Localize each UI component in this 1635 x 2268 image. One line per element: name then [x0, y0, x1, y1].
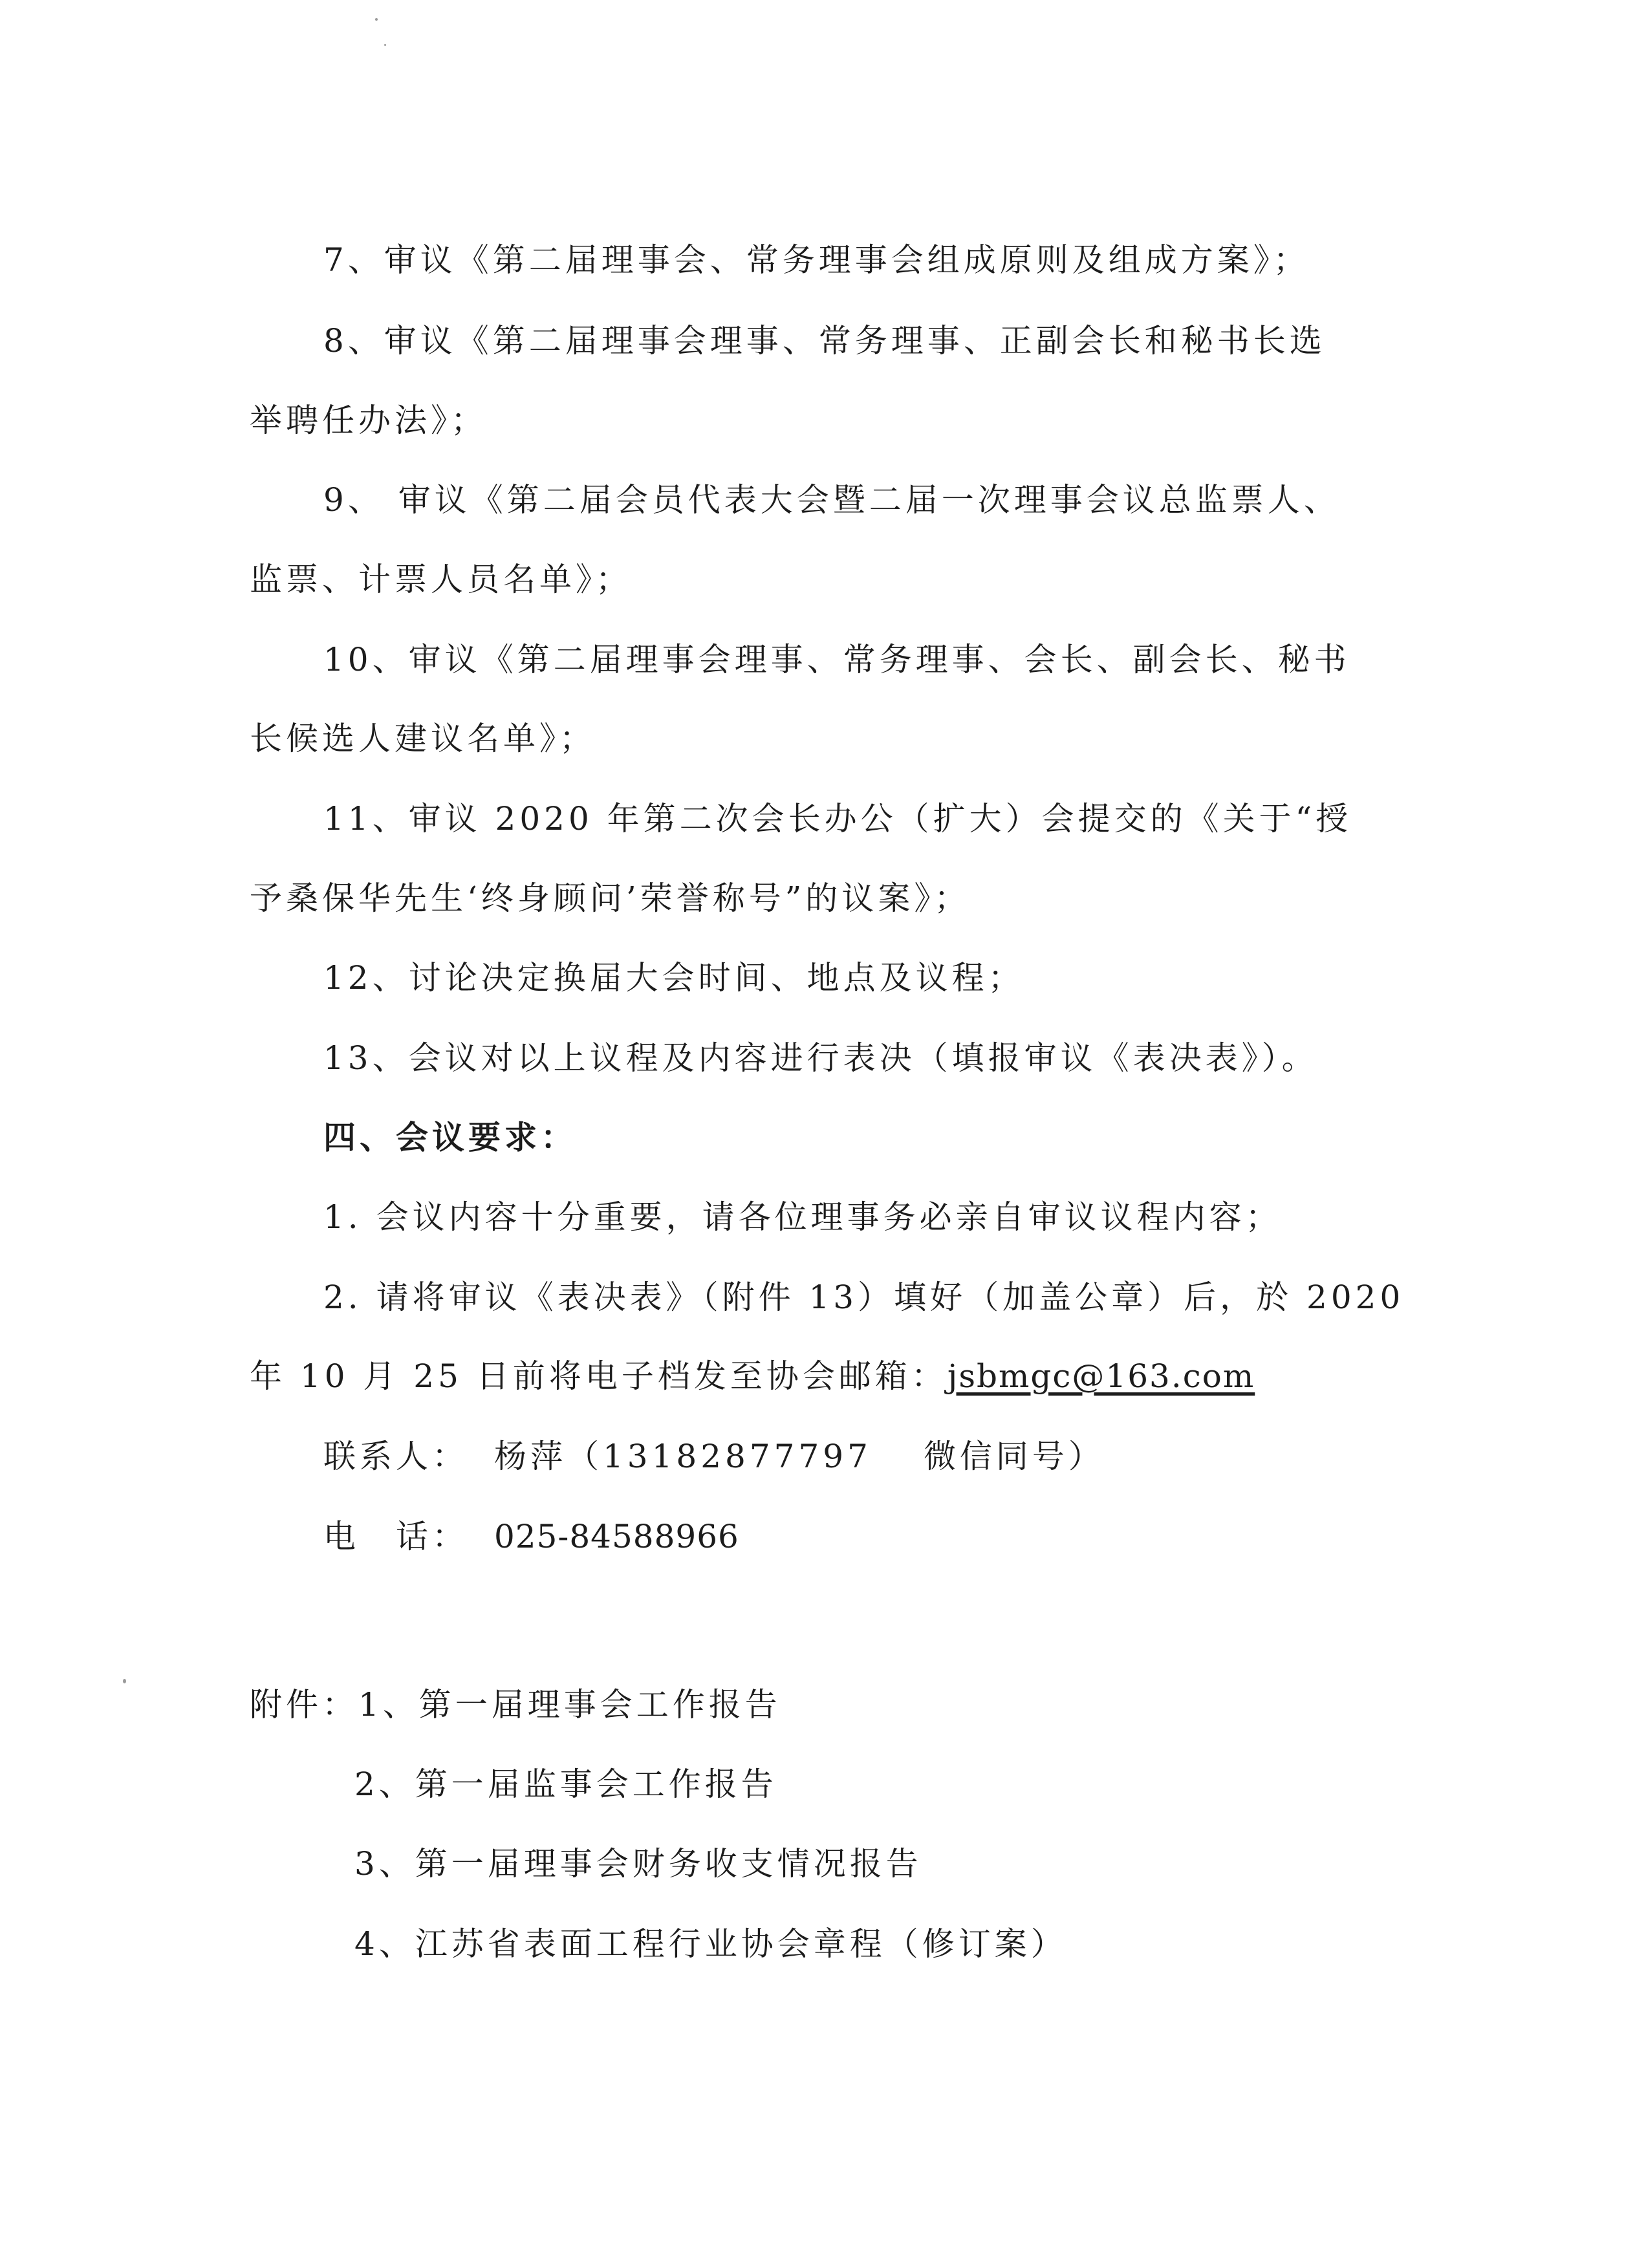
section-heading: 四、会议要求：	[323, 1118, 577, 1156]
requirement-2: 2. 请将审议《表决表》（附件 13）填好（加盖公章）后，於 2020	[323, 1279, 1405, 1316]
attachment-item-3: 3、第一届理事会财务收支情况报告	[354, 1845, 922, 1883]
agenda-item-9-continued: 监票、计票人员名单》；	[250, 561, 632, 598]
attachments-label: 附件：	[250, 1686, 358, 1723]
agenda-item-7: 7、审议《第二届理事会、常务理事会组成原则及组成方案》；	[323, 241, 1310, 279]
agenda-item-11: 11、审议 2020 年第二次会长办公（扩大）会提交的《关于“授	[323, 800, 1352, 837]
contact-line	[323, 1437, 1105, 1476]
agenda-item-13: 13、会议对以上议程及内容进行表决（填报审议《表决表》）。	[323, 1039, 1318, 1077]
agenda-item-10-continued: 长候选人建议名单》；	[250, 720, 596, 757]
requirement-2-text: 年 10 月 25 日前将电子档发至协会邮箱：	[250, 1357, 947, 1395]
contact-name: 杨萍（13182877797	[494, 1438, 872, 1475]
requirement-2-continued	[250, 1357, 1255, 1396]
contact-label: 联系人：	[323, 1438, 468, 1475]
attachments-line-1	[250, 1685, 781, 1724]
attachment-item-2: 2、第一届监事会工作报告	[354, 1766, 777, 1803]
agenda-item-8: 8、审议《第二届理事会理事、常务理事、正副会长和秘书长选	[323, 322, 1326, 360]
agenda-item-10: 10、审议《第二届理事会理事、常务理事、会长、副会长、秘书	[323, 641, 1350, 678]
agenda-item-12: 12、讨论决定换届大会时间、地点及议程；	[323, 959, 1024, 997]
phone-value: 025-84588966	[494, 1518, 739, 1555]
agenda-item-9: 9、 审议《第二届会员代表大会暨二届一次理事会议总监票人、	[323, 481, 1340, 519]
agenda-item-11-continued: 予桑保华先生‘终身顾问’荣誉称号”的议案》；	[250, 880, 971, 917]
contact-note: 微信同号）	[923, 1438, 1105, 1475]
attachment-item-1: 1、第一届理事会工作报告	[358, 1686, 781, 1723]
requirement-1: 1. 会议内容十分重要，请各位理事务必亲自审议议程内容；	[323, 1198, 1282, 1236]
phone-label: 电 话：	[323, 1518, 468, 1555]
attachment-item-4: 4、江苏省表面工程行业协会章程（修订案）	[354, 1925, 1067, 1963]
agenda-item-8-continued: 举聘任办法》；	[250, 402, 487, 439]
phone-line	[323, 1517, 739, 1556]
scan-speck	[375, 18, 378, 21]
scan-speck	[384, 44, 386, 46]
email-link[interactable]: jsbmgc@163.com	[947, 1357, 1255, 1395]
scan-speck	[123, 1679, 126, 1683]
